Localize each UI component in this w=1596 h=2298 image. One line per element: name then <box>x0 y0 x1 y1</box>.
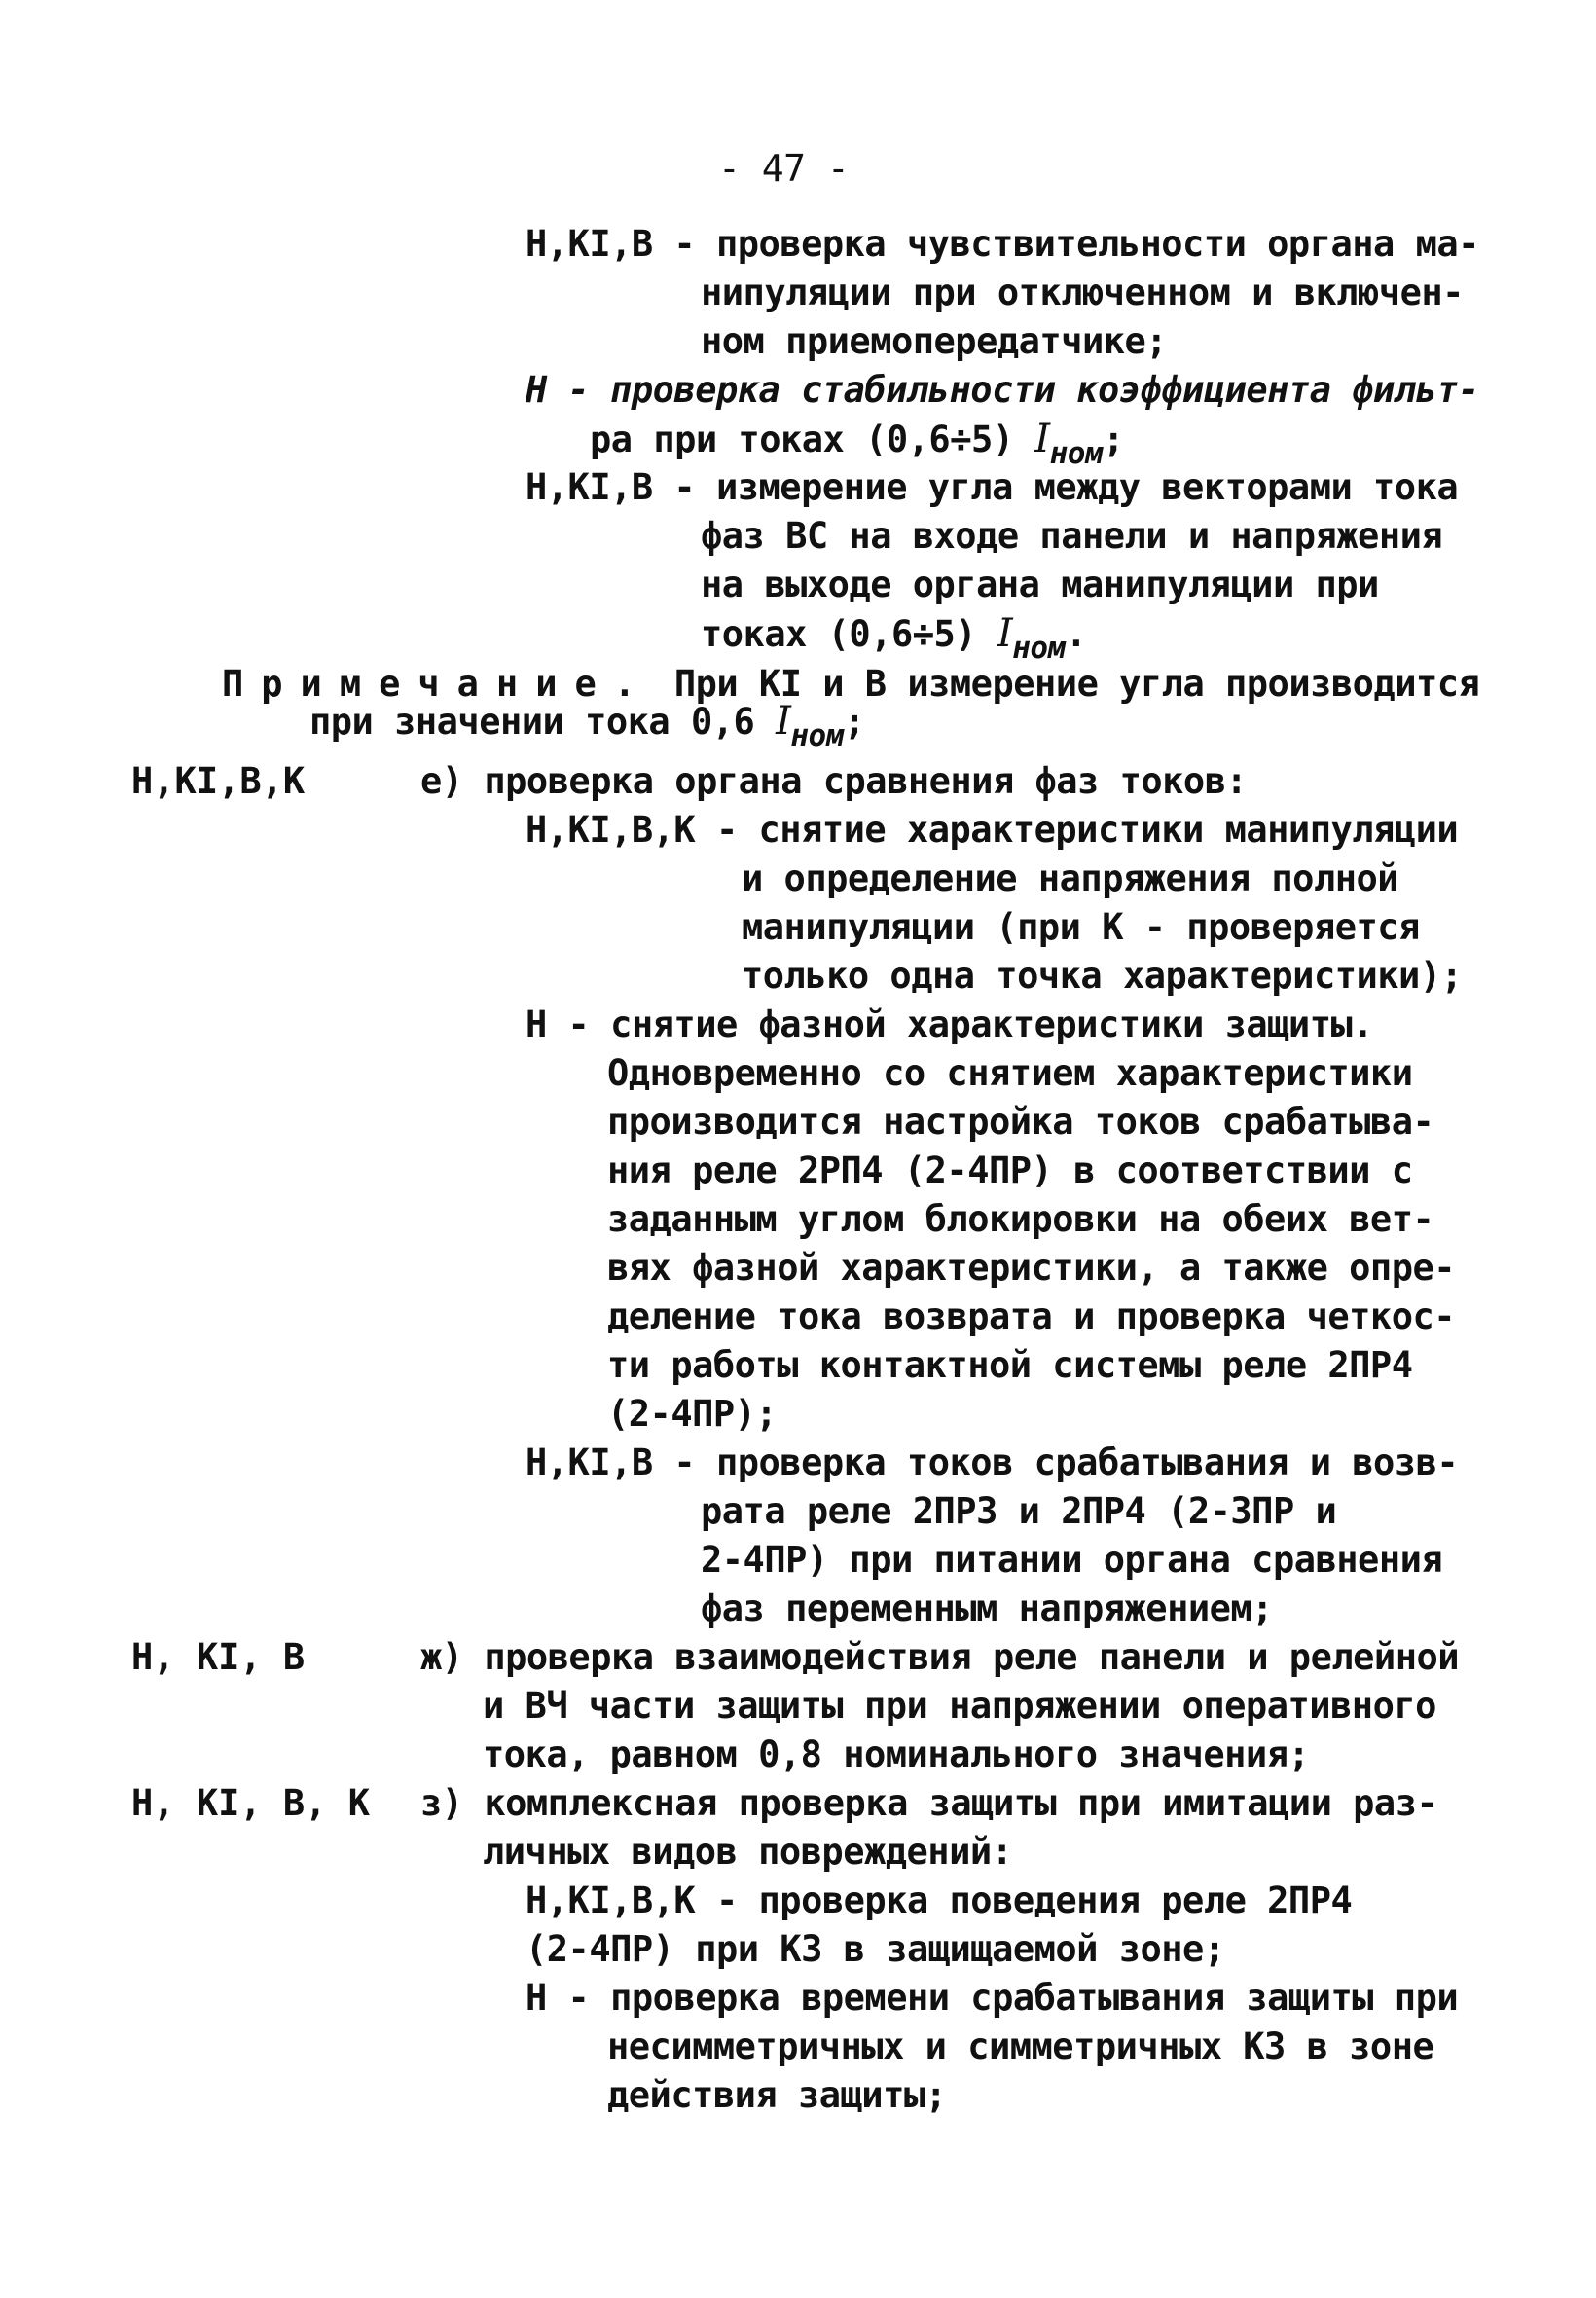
text-line-with-formula <box>309 699 865 753</box>
page-number: - 47 - <box>718 147 850 190</box>
item-tag: Н,КI,В,К <box>131 760 306 802</box>
text-fragment: при значении тока 0,6 <box>309 701 777 743</box>
text-line: 2-4ПР) при питании органа сравнения <box>701 1539 1443 1581</box>
text-line: действия защиты; <box>607 2074 947 2116</box>
item-heading: з) комплексная проверка защиты при имитации раз- <box>420 1782 1438 1824</box>
subscript: ном <box>1012 631 1066 666</box>
text-line: деление тока возврата и проверка четкос- <box>607 1295 1456 1337</box>
text-line: только одна точка характеристики); <box>742 955 1463 997</box>
text-line: рата реле 2ПР3 и 2ПР4 (2-3ПР и <box>701 1490 1337 1532</box>
text-fragment: . <box>1065 613 1087 655</box>
text-line: тока, равном 0,8 номинального значения; <box>483 1733 1310 1775</box>
text-line: и ВЧ части защиты при напряжении оперативного <box>483 1685 1436 1727</box>
text-line-with-formula <box>590 417 1124 471</box>
subscript: ном <box>1049 436 1104 471</box>
text-line: Н - снятие фазной характеристики защиты. <box>526 1003 1374 1045</box>
text-line: Н - проверка стабильности коэффициента фильт- <box>526 369 1479 411</box>
text-line: (2-4ПР); <box>607 1393 778 1435</box>
text-line: производится настройка токов срабатыва- <box>607 1101 1434 1143</box>
item-heading: ж) проверка взаимодействия реле панели и релейной <box>420 1636 1460 1678</box>
text-line: заданным углом блокировки на обеих вет- <box>607 1198 1434 1240</box>
text-line: Н,КI,В - проверка чувствительности органа ма- <box>526 223 1479 265</box>
subscript: ном <box>790 718 844 753</box>
note-label: Примечание. <box>222 663 654 705</box>
text-fragment: токах (0,6÷5) <box>701 613 998 655</box>
text-fragment: ра при токах (0,6÷5) <box>590 419 1035 460</box>
text-line: ном приемопередатчике; <box>701 320 1168 362</box>
text-line: Н - проверка времени срабатывания защиты при <box>526 1977 1459 2019</box>
current-symbol: I <box>997 611 1013 656</box>
item-tag: Н, КI, В <box>131 1636 306 1678</box>
text-line: ти работы контактной системы реле 2ПР4 <box>607 1344 1413 1386</box>
text-line: ния реле 2РП4 (2-4ПР) в соответствии с <box>607 1149 1413 1191</box>
text-line: Н,КI,В,К - проверка поведения реле 2ПР4 <box>526 1879 1353 1921</box>
current-symbol: I <box>776 699 791 744</box>
text-line: фаз ВС на входе панели и напряжения <box>701 515 1443 557</box>
text-fragment: При КI и В измерение угла производится <box>653 663 1480 705</box>
text-line: личных видов повреждений: <box>483 1831 1013 1873</box>
text-line-with-formula <box>701 611 1087 666</box>
text-line: Одновременно со снятием характеристики <box>607 1052 1413 1094</box>
current-symbol: I <box>1034 417 1050 461</box>
text-fragment: ; <box>843 701 865 743</box>
text-line: Н,КI,В - измерение угла между векторами тока <box>526 466 1459 508</box>
text-line: и определение напряжения полной <box>742 857 1399 899</box>
text-line: на выходе органа манипуляции при <box>701 564 1379 605</box>
text-line: нипуляции при отключенном и включен- <box>701 272 1464 313</box>
text-line: (2-4ПР) при КЗ в защищаемой зоне; <box>526 1928 1225 1970</box>
text-line: фаз переменным напряжением; <box>701 1587 1273 1629</box>
text-fragment: ; <box>1103 419 1124 460</box>
text-line: несимметричных и симметричных КЗ в зоне <box>607 2025 1434 2067</box>
item-tag: Н, КI, В, К <box>131 1782 371 1824</box>
text-line: Н,КI,В,К - снятие характеристики манипуляции <box>526 809 1459 851</box>
text-line: вях фазной характеристики, а также опре- <box>607 1247 1456 1289</box>
text-line: манипуляции (при К - проверяется <box>742 906 1420 948</box>
text-line: Н,КI,В - проверка токов срабатывания и возв- <box>526 1441 1459 1483</box>
item-heading: е) проверка органа сравнения фаз токов: <box>420 760 1248 802</box>
